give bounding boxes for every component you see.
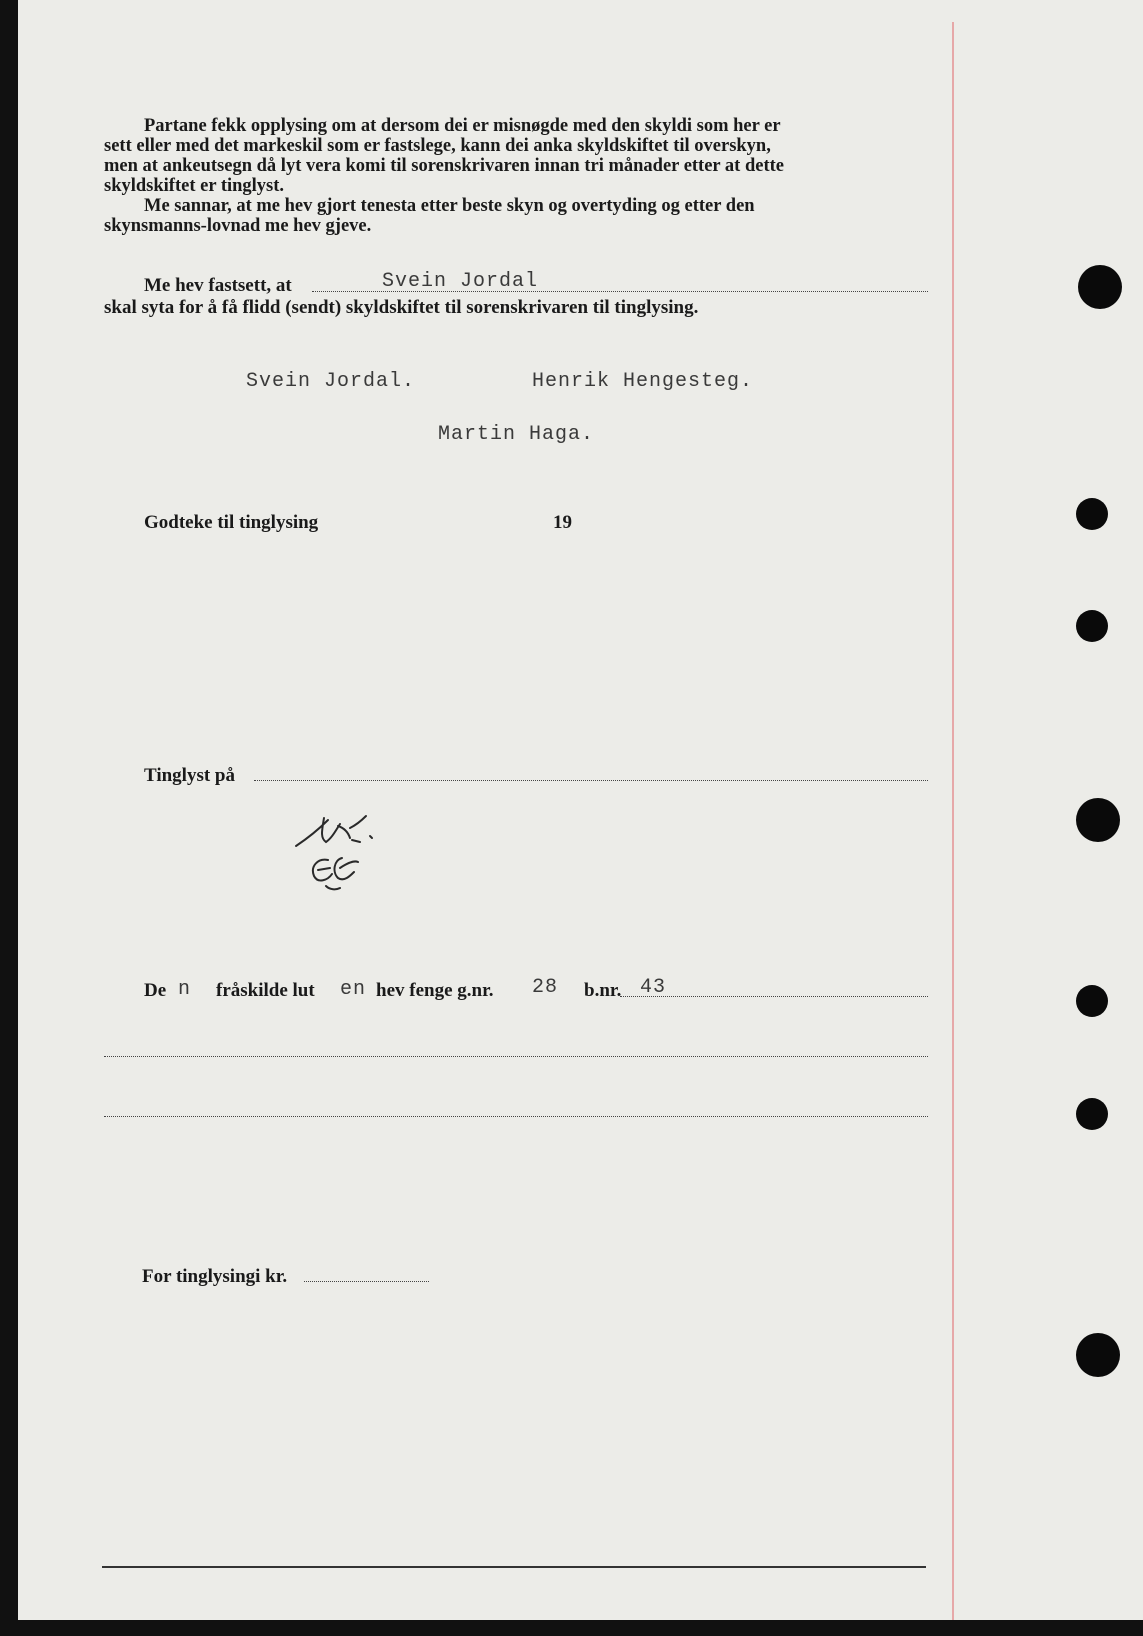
notice-line: sett eller med det markeskil som er fastslege, kann dei anka skyldskiftet til overskyn, xyxy=(104,136,771,156)
punch-hole xyxy=(1076,985,1108,1017)
fee-fill-line xyxy=(304,1281,429,1282)
godteke-year: 19 xyxy=(553,512,572,533)
notice-line: skynsmanns-lovnad me hev gjeve. xyxy=(104,216,372,236)
punch-hole xyxy=(1078,265,1122,309)
notice-line: Me sannar, at me hev gjort tenesta etter beste skyn og overtyding og etter den xyxy=(144,196,755,216)
document-page xyxy=(18,0,1143,1620)
fee-label: For tinglysingi kr. xyxy=(142,1266,288,1287)
fraskilde-fill1: n xyxy=(178,978,192,1001)
notice-line: Partane fekk opplysing om at dersom dei er misnøgde med den skyldi som her er xyxy=(144,116,781,136)
tinglyst-fill-line xyxy=(254,780,928,781)
tinglyst-label: Tinglyst på xyxy=(144,765,235,786)
punch-hole xyxy=(1076,1333,1120,1377)
bnr-label: b.nr. xyxy=(584,980,622,1001)
fastsett-name: Svein Jordal xyxy=(382,270,539,293)
punch-hole xyxy=(1076,1098,1108,1130)
signature-typed: Martin Haga. xyxy=(438,423,595,446)
godteke-label: Godteke til tinglysing xyxy=(144,512,319,533)
fraskilde-text1: fråskilde lut xyxy=(216,980,315,1001)
notice-paragraph xyxy=(104,116,928,236)
gnr-value: 28 xyxy=(532,976,559,999)
blank-fill-line xyxy=(104,1116,928,1117)
blank-fill-line xyxy=(104,1056,928,1057)
margin-rule xyxy=(952,22,954,1620)
punch-hole xyxy=(1076,798,1120,842)
signature-typed: Henrik Hengesteg. xyxy=(532,370,754,393)
punch-hole xyxy=(1076,610,1108,642)
bnr-fill-line xyxy=(620,996,928,997)
fastsett-line2: skal syta for å få flidd (sendt) skyldskiftet til sorenskrivaren til tinglysing. xyxy=(104,297,699,318)
notice-line: skyldskiftet er tinglyst. xyxy=(104,176,285,196)
fastsett-label: Me hev fastsett, at xyxy=(144,275,292,296)
signature-typed: Svein Jordal. xyxy=(246,370,416,393)
fraskilde-fill2: en xyxy=(340,978,367,1001)
bottom-rule xyxy=(102,1566,926,1568)
handwritten-initials xyxy=(288,808,408,898)
bnr-value: 43 xyxy=(640,976,667,999)
fraskilde-prefix: De xyxy=(144,980,167,1001)
notice-line: men at ankeutsegn då lyt vera komi til sorenskrivaren innan tri månader etter at dette xyxy=(104,156,785,176)
fraskilde-text2: hev fenge g.nr. xyxy=(376,980,494,1001)
punch-hole xyxy=(1076,498,1108,530)
